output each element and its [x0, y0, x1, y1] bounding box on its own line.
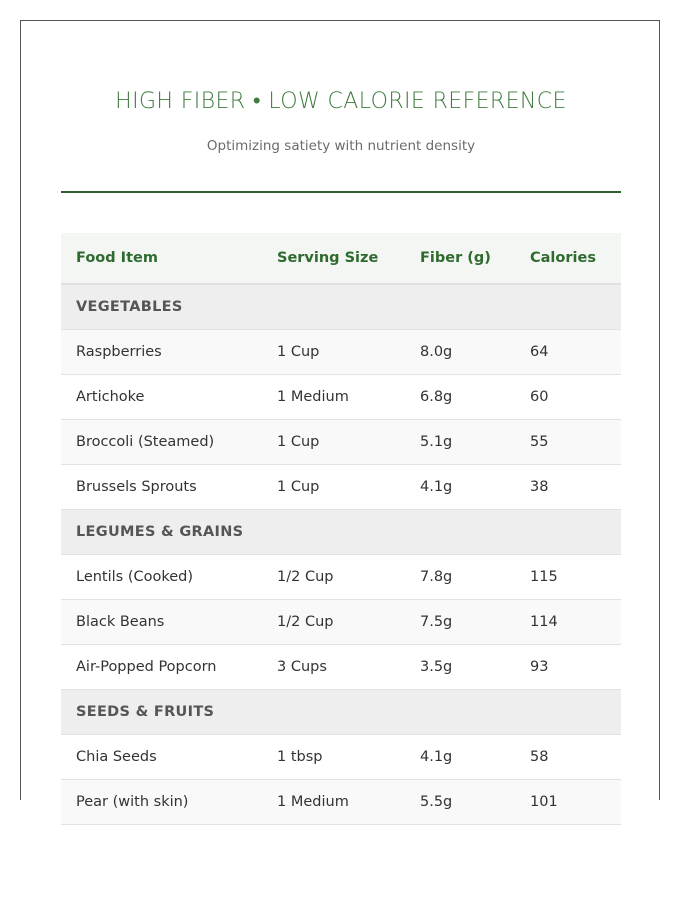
serving-size-cell: 1 Cup — [277, 344, 320, 360]
table-row — [61, 465, 621, 510]
serving-size-cell: 1 Cup — [277, 434, 320, 450]
category-label: LEGUMES & GRAINS — [76, 524, 244, 540]
food-item-cell: Chia Seeds — [76, 749, 157, 765]
calories-cell: 114 — [530, 614, 558, 630]
category-row-seeds-fruits — [61, 690, 621, 735]
fiber-cell: 7.5g — [420, 614, 453, 630]
reference-sheet — [20, 20, 660, 810]
food-item-cell: Brussels Sprouts — [76, 479, 197, 495]
calories-cell: 55 — [530, 434, 549, 450]
table-row — [61, 330, 621, 375]
serving-size-cell: 1 Medium — [277, 794, 349, 810]
food-item-cell: Artichoke — [76, 389, 145, 405]
calories-cell: 38 — [530, 479, 549, 495]
page-subtitle: Optimizing satiety with nutrient density — [206, 138, 476, 154]
category-label: VEGETABLES — [76, 299, 183, 315]
calories-cell: 93 — [530, 659, 549, 675]
food-item-cell: Lentils (Cooked) — [76, 569, 194, 585]
food-item-cell: Broccoli (Steamed) — [76, 434, 215, 450]
table-row — [61, 375, 621, 420]
category-row-legumes-grains — [61, 510, 621, 555]
food-item-cell: Black Beans — [76, 614, 165, 630]
food-item-cell: Air-Popped Popcorn — [76, 659, 217, 675]
column-header-calories: Calories — [530, 250, 596, 266]
category-row-vegetables — [61, 285, 621, 330]
fiber-cell: 7.8g — [420, 569, 453, 585]
calories-cell: 64 — [530, 344, 549, 360]
serving-size-cell: 1 Cup — [277, 479, 320, 495]
table-row — [61, 735, 621, 780]
table-row — [61, 645, 621, 690]
fiber-cell: 3.5g — [420, 659, 453, 675]
table-row — [61, 780, 621, 825]
fiber-cell: 4.1g — [420, 749, 453, 765]
serving-size-cell: 3 Cups — [277, 659, 327, 675]
serving-size-cell: 1/2 Cup — [277, 614, 334, 630]
fiber-cell: 8.0g — [420, 344, 453, 360]
calories-cell: 101 — [530, 794, 558, 810]
table-row — [61, 555, 621, 600]
serving-size-cell: 1 tbsp — [277, 749, 323, 765]
fiber-table — [61, 233, 621, 825]
table-row — [61, 420, 621, 465]
food-item-cell: Pear (with skin) — [76, 794, 189, 810]
category-label: SEEDS & FRUITS — [76, 704, 215, 720]
column-header-serving-size: Serving Size — [277, 250, 379, 266]
calories-cell: 115 — [530, 569, 558, 585]
serving-size-cell: 1/2 Cup — [277, 569, 334, 585]
food-item-cell: Raspberries — [76, 344, 162, 360]
fiber-cell: 5.5g — [420, 794, 453, 810]
page-title: HIGH FIBER • LOW CALORIE REFERENCE — [115, 89, 567, 114]
calories-cell: 58 — [530, 749, 549, 765]
column-header-fiber: Fiber (g) — [420, 250, 491, 266]
serving-size-cell: 1 Medium — [277, 389, 349, 405]
header-divider — [61, 191, 621, 193]
calories-cell: 60 — [530, 389, 549, 405]
column-header-food-item: Food Item — [76, 250, 158, 266]
fiber-cell: 6.8g — [420, 389, 453, 405]
table-header-row — [61, 233, 621, 285]
table-row — [61, 600, 621, 645]
fiber-cell: 4.1g — [420, 479, 453, 495]
fiber-cell: 5.1g — [420, 434, 453, 450]
